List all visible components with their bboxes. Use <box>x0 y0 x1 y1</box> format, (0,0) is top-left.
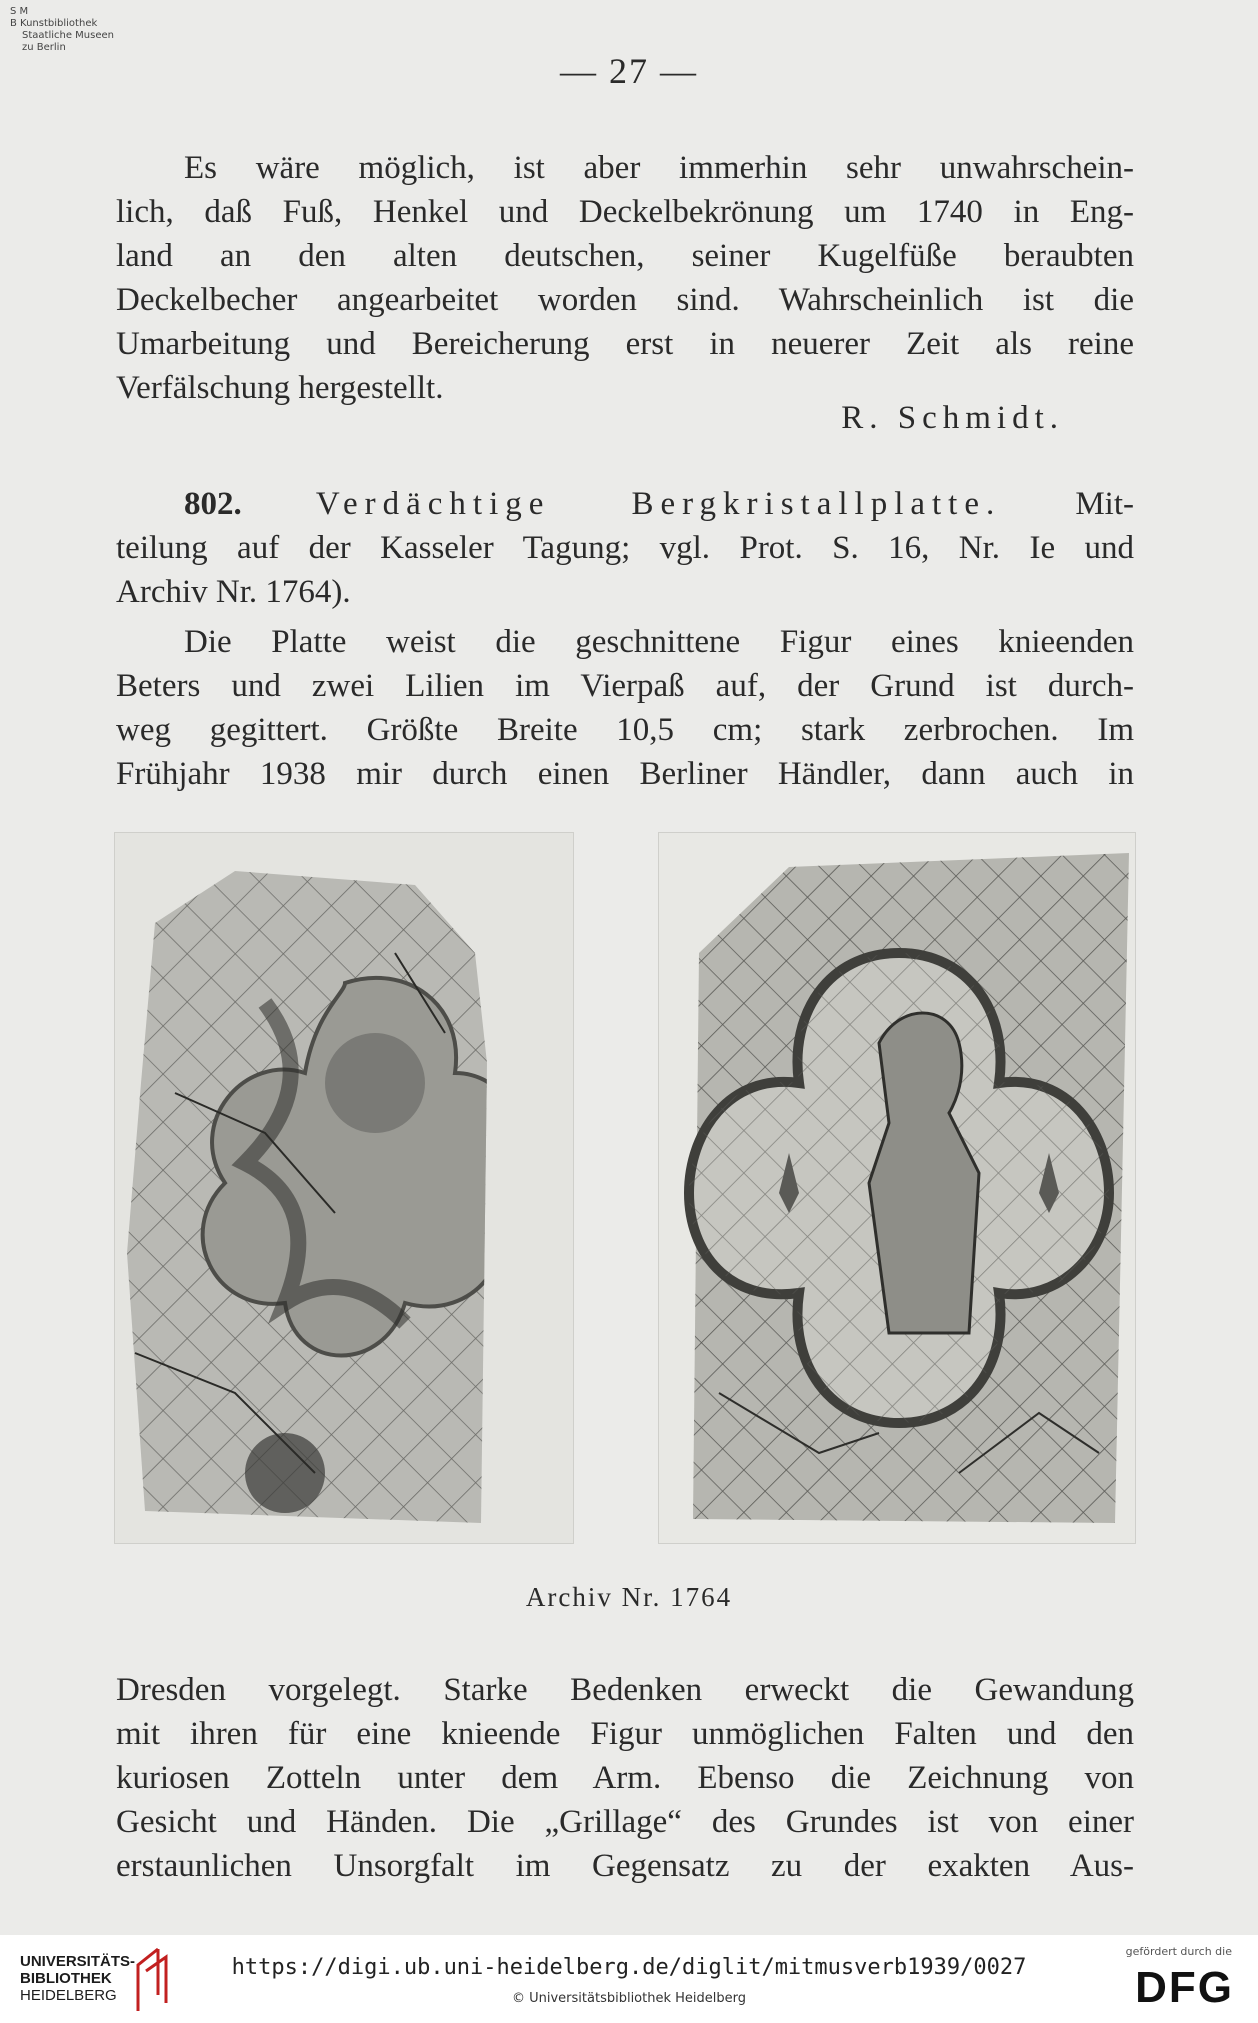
paragraph-2 <box>116 620 1134 796</box>
text-line: mit ihren für eine knieende Figur unmöglichen Falten und den <box>116 1716 1134 1752</box>
library-line: BIBLIOTHEK <box>20 1970 112 1987</box>
stamp-line: S M <box>10 6 29 17</box>
text-line: Umarbeitung und Bereicherung erst in neuerer Zeit als reine <box>116 326 1134 362</box>
stamp-line: zu Berlin <box>22 42 66 53</box>
paragraph-3 <box>116 1668 1134 1888</box>
text-line: Es wäre möglich, ist aber immerhin sehr unwahrschein- <box>184 150 1134 186</box>
text-line: Gesicht und Händen. Die „Grillage“ des Grundes ist von einer <box>116 1804 1134 1840</box>
figure-caption: Archiv Nr. 1764 <box>525 1582 733 1612</box>
text-line: erstaunlichen Unsorgfalt im Gegensatz zu der exakten Aus- <box>116 1848 1134 1884</box>
entry-heading-line <box>116 482 1134 526</box>
text-line: lich, daß Fuß, Henkel und Deckelbekrönung um 1740 in Eng- <box>116 194 1134 230</box>
text-line: teilung auf der Kasseler Tagung; vgl. Prot. S. 16, Nr. Ie und <box>116 530 1134 566</box>
stamp-line: B Kunstbibliothek <box>10 18 98 29</box>
stamp-line: Staatliche Museen <box>22 30 114 41</box>
text-line: Frühjahr 1938 mir durch einen Berliner Händler, dann auch in <box>116 756 1134 792</box>
paragraph-1 <box>116 146 1134 410</box>
permalink-url[interactable]: https://digi.ub.uni-heidelberg.de/diglit/mitmusverb1939/0027 <box>231 1955 1027 1980</box>
text-line: Archiv Nr. 1764). <box>116 574 351 610</box>
text-line: Die Platte weist die geschnittene Figur eines knieenden <box>184 624 1134 660</box>
entry-title: Verdächtige Bergkristallplatte. <box>315 486 1002 522</box>
library-line: UNIVERSITÄTS- <box>20 1953 136 1970</box>
page-number: — 27 — <box>560 51 698 91</box>
text-line: Dresden vorgelegt. Starke Bedenken erweckt die Gewandung <box>116 1672 1134 1708</box>
text-line: Beters und zwei Lilien im Vierpaß auf, der Grund ist durch- <box>116 668 1134 704</box>
entry-number: 802. <box>184 486 242 522</box>
library-stamp <box>10 6 114 54</box>
library-line: HEIDELBERG <box>20 1987 117 2004</box>
author-signature: R. Schmidt. <box>841 400 1064 436</box>
text-line: land an den alten deutschen, seiner Kugelfüße beraubten <box>116 238 1134 274</box>
copyright-notice: © Universitätsbibliothek Heidelberg <box>511 1991 746 2006</box>
funding-note: gefördert durch die <box>1125 1945 1232 1958</box>
entry-802 <box>116 482 1134 614</box>
entry-title-rest: Mit- <box>1075 486 1134 522</box>
text-line: Deckelbecher angearbeitet worden sind. Wahrscheinlich ist die <box>116 282 1134 318</box>
text-line: Verfälschung hergestellt. <box>116 370 444 406</box>
text-line: kuriosen Zotteln unter dem Arm. Ebenso die Zeichnung von <box>116 1760 1134 1796</box>
footer-bar <box>0 1935 1258 2023</box>
crystal-plate-photo-left <box>114 832 574 1544</box>
crystal-plate-photo-right <box>658 832 1136 1544</box>
text-line: weg gegittert. Größte Breite 10,5 cm; stark zerbrochen. Im <box>116 712 1134 748</box>
dfg-logo: DFG <box>1135 1963 1234 2012</box>
